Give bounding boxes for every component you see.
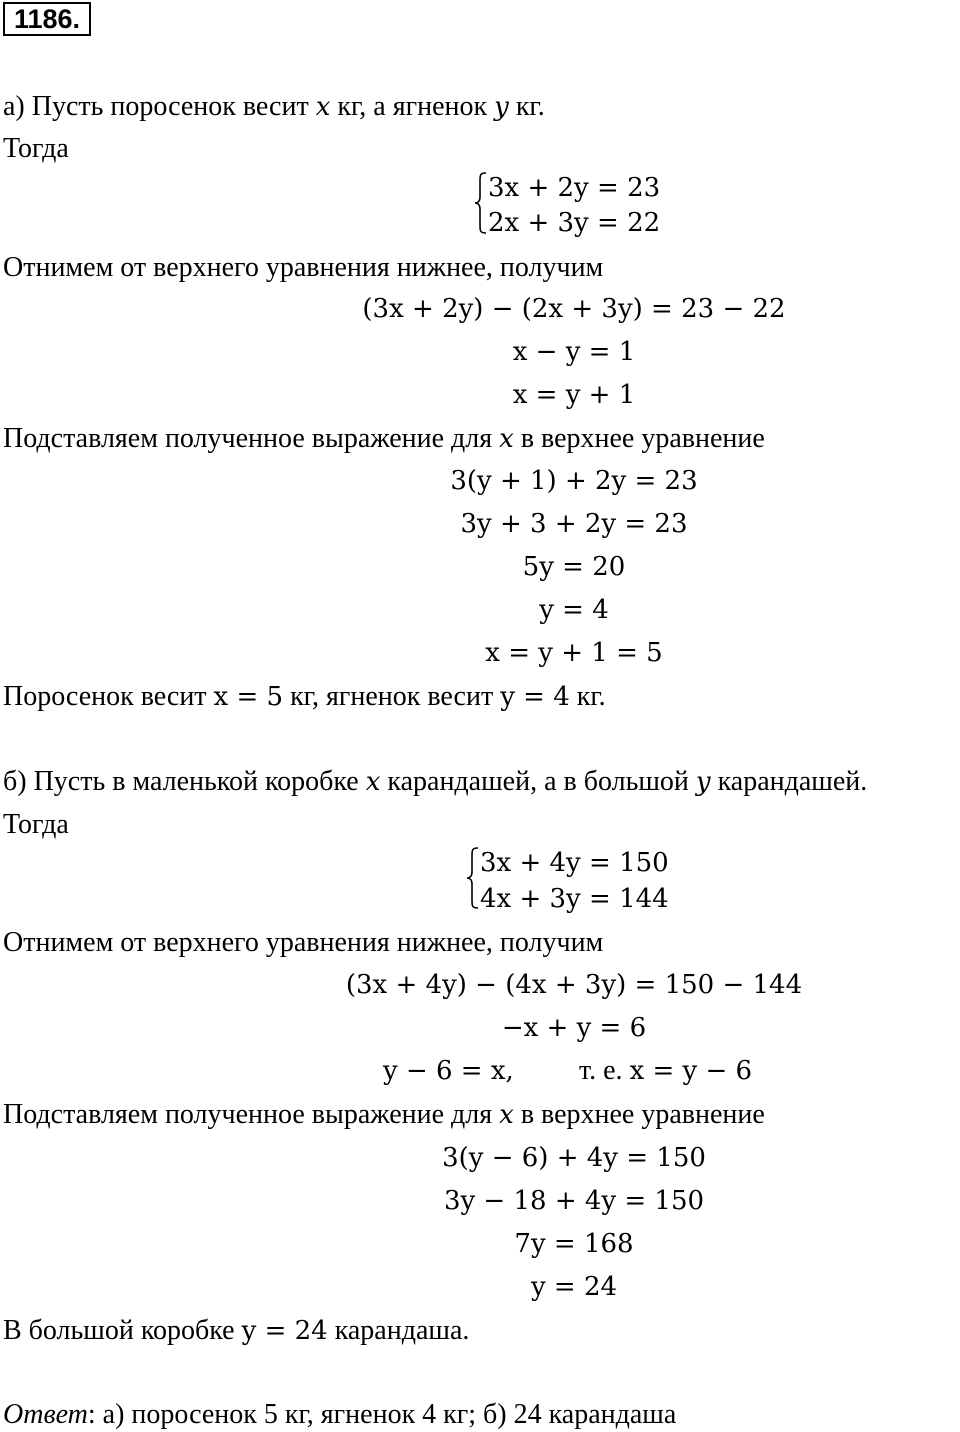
- var-x: x: [365, 767, 381, 797]
- intro-text-mid: кг, а ягненок: [330, 91, 495, 122]
- intro-text-end: кг.: [508, 91, 545, 122]
- part-b-step-ie-left: y − 6 = x,: [383, 1056, 514, 1086]
- part-a-step1-1: x − y = 1: [512, 337, 636, 367]
- part-a-step2-2: 5y = 20: [522, 552, 626, 582]
- intro-text-end: карандашей.: [710, 766, 868, 797]
- part-a-step2-1: 3y + 3 + 2y = 23: [460, 509, 688, 539]
- system-eq-2: 4x + 3y = 144: [480, 884, 669, 914]
- part-b-step2-3: y = 24: [530, 1272, 618, 1302]
- conclusion-y: y = 4: [500, 682, 570, 712]
- var-y: y: [494, 92, 509, 122]
- part-b-step1-0: (3x + 4y) − (4x + 3y) = 150 − 144: [345, 970, 803, 1000]
- substitute-text-end: в верхнее уравнение: [513, 423, 765, 454]
- part-b-substitute: [3, 1099, 765, 1131]
- part-b-step2-0: 3(y − 6) + 4y = 150: [442, 1143, 706, 1173]
- part-b-step-ie: [579, 1055, 752, 1087]
- brace-icon: [466, 846, 480, 910]
- part-b-step2-2: 7y = 168: [514, 1229, 634, 1259]
- part-b-step2-1: 3y − 18 + 4y = 150: [443, 1186, 705, 1216]
- part-b-intro: [3, 766, 867, 798]
- part-a-conclusion: [3, 681, 606, 713]
- system-eq-1: 3x + 4y = 150: [480, 848, 669, 878]
- intro-text-start: а) Пусть поросенок весит: [3, 91, 316, 122]
- conclusion-text-3: кг.: [569, 681, 606, 712]
- part-b-step1-1: −x + y = 6: [501, 1013, 647, 1043]
- var-x: x: [315, 92, 331, 122]
- answer-label: Ответ: [3, 1399, 88, 1430]
- part-b-subtract-text: Отнимем от верхнего уравнения нижнее, получим: [3, 927, 604, 958]
- part-b-system: [466, 846, 736, 914]
- answer-text: : а) поросенок 5 кг, ягненок 4 кг; б) 24 карандаша: [87, 1399, 677, 1430]
- conclusion-text-2: карандаша.: [327, 1315, 470, 1346]
- intro-text-mid: карандашей, а в большой: [380, 766, 696, 797]
- brace-icon: [474, 171, 488, 235]
- problem-number: 1186.: [3, 2, 91, 36]
- conclusion-text-1: В большой коробке: [3, 1315, 242, 1346]
- part-b-then: Тогда: [3, 809, 69, 840]
- part-a-step2-3: y = 4: [539, 595, 609, 625]
- answer-line: [3, 1399, 676, 1431]
- var-y: y: [695, 767, 711, 797]
- var-x: x: [499, 1100, 514, 1130]
- substitute-text-start: Подставляем полученное выражение для: [3, 423, 500, 454]
- conclusion-text-1: Поросенок весит: [3, 681, 214, 712]
- part-a-step2-0: 3(y + 1) + 2y = 23: [450, 466, 698, 496]
- ie-abbrev: т. е.: [579, 1055, 630, 1086]
- part-a-system: [474, 171, 734, 239]
- substitute-text-end: в верхнее уравнение: [513, 1099, 765, 1130]
- part-a-step1-0: (3x + 2y) − (2x + 3y) = 23 − 22: [362, 294, 786, 324]
- intro-text-start: б) Пусть в маленькой коробке: [3, 766, 366, 797]
- part-b-conclusion: [3, 1315, 469, 1347]
- part-a-substitute: [3, 423, 765, 455]
- part-a-step2-4: x = y + 1 = 5: [485, 638, 663, 668]
- var-x: x: [499, 424, 514, 454]
- part-a-intro: [3, 91, 545, 123]
- substitute-text-start: Подставляем полученное выражение для: [3, 1099, 500, 1130]
- conclusion-x: x = 5: [213, 682, 284, 712]
- conclusion-text-2: кг, ягненок весит: [283, 681, 501, 712]
- system-eq-2: 2x + 3y = 22: [488, 208, 661, 238]
- ie-expression: x = y − 6: [629, 1056, 753, 1086]
- part-a-step1-2: x = y + 1: [512, 380, 636, 410]
- conclusion-y: y = 24: [241, 1316, 328, 1346]
- part-a-subtract-text: Отнимем от верхнего уравнения нижнее, получим: [3, 252, 604, 283]
- part-a-then: Тогда: [3, 133, 69, 164]
- system-eq-1: 3x + 2y = 23: [488, 173, 661, 203]
